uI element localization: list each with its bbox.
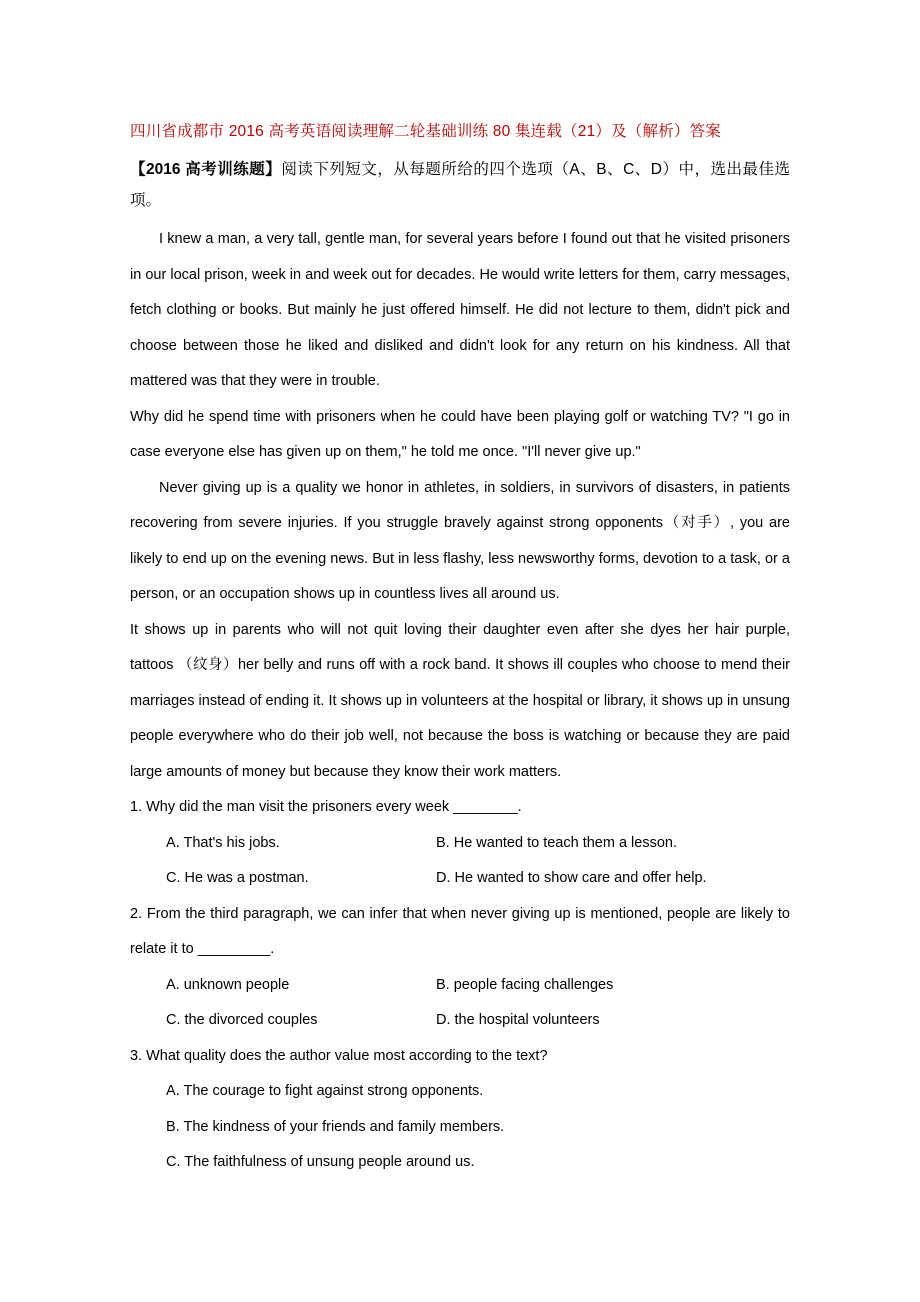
question-3-option-b[interactable]: B. The kindness of your friends and family members.	[166, 1118, 505, 1135]
question-1-stem: 1. Why did the man visit the prisoners every week ________.	[130, 799, 522, 816]
passage-paragraph-3: Never giving up is a quality we honor in athletes, in soldiers, in survivors of disasters, in patients recovering from severe injuries. If you struggle bravely against strong opponents（对手）, you are likely to end up on the evening news. But in less flashy, less newsworthy forms, devotion to a task, or a person, or an occupation shows up in countless lives all around us.	[130, 479, 790, 603]
question-2-option-d[interactable]: D. the hospital volunteers	[436, 1012, 600, 1029]
question-1-options-row-1	[130, 826, 790, 862]
question-1-option-a[interactable]: A. That's his jobs.	[166, 834, 280, 851]
question-3-option-c[interactable]: C. The faithfulness of unsung people around us.	[166, 1154, 475, 1171]
question-2-options-row-2	[130, 1003, 790, 1039]
question-1-option-d[interactable]: D. He wanted to show care and offer help.	[436, 870, 707, 887]
question-2-option-c[interactable]: C. the divorced couples	[166, 1012, 318, 1029]
question-2-stem: 2. From the third paragraph, we can infer that when never giving up is mentioned, people are likely to relate it to _________.	[130, 905, 790, 958]
question-1-option-c[interactable]: C. He was a postman.	[166, 870, 309, 887]
document-title: 四川省成都市 2016 高考英语阅读理解二轮基础训练 80 集连载（21）及（解析）答案	[130, 123, 721, 140]
question-2-option-a[interactable]: A. unknown people	[166, 976, 290, 993]
question-2-options-row-1	[130, 968, 790, 1004]
passage-paragraph-1: I knew a man, a very tall, gentle man, for several years before I found out that he visited prisoners in our local prison, week in and week out for decades. He would write letters for them, carry messages, fetch clothing or books. But mainly he just offered himself. He did not lecture to them, didn't pick and choose between those he liked and disliked and didn't look for any return on his kindness. All that mattered was that they were in trouble.	[130, 231, 790, 390]
question-2-option-b[interactable]: B. people facing challenges	[436, 976, 614, 993]
passage-paragraph-4: It shows up in parents who will not quit loving their daughter even after she dyes her hair purple, tattoos （纹身）her belly and runs off with a rock band. It shows ill couples who choose to mend their marriages instead of ending it. It shows up in volunteers at the hospital or library, it shows up in unsung people everywhere who do their job well, not because the boss is watching or because they are paid large amounts of money but because they know their work matters.	[130, 621, 790, 780]
passage-paragraph-2: Why did he spend time with prisoners when he could have been playing golf or watching TV? "I go in case everyone else has given up on them," he told me once. "I'll never give up."	[130, 408, 790, 461]
instruction-line	[130, 154, 790, 216]
question-3-option-a[interactable]: A. The courage to fight against strong opponents.	[166, 1083, 484, 1100]
instruction-label: 【2016 高考训练题】	[130, 161, 282, 179]
question-1-option-b[interactable]: B. He wanted to teach them a lesson.	[436, 834, 677, 851]
question-1-options-row-2	[130, 861, 790, 897]
instruction-text: 阅读下列短文，从每题所给的四个选项（A、B、C、D）中，选出最佳选项。	[130, 161, 790, 210]
question-3-stem: 3. What quality does the author value most according to the text?	[130, 1047, 548, 1064]
